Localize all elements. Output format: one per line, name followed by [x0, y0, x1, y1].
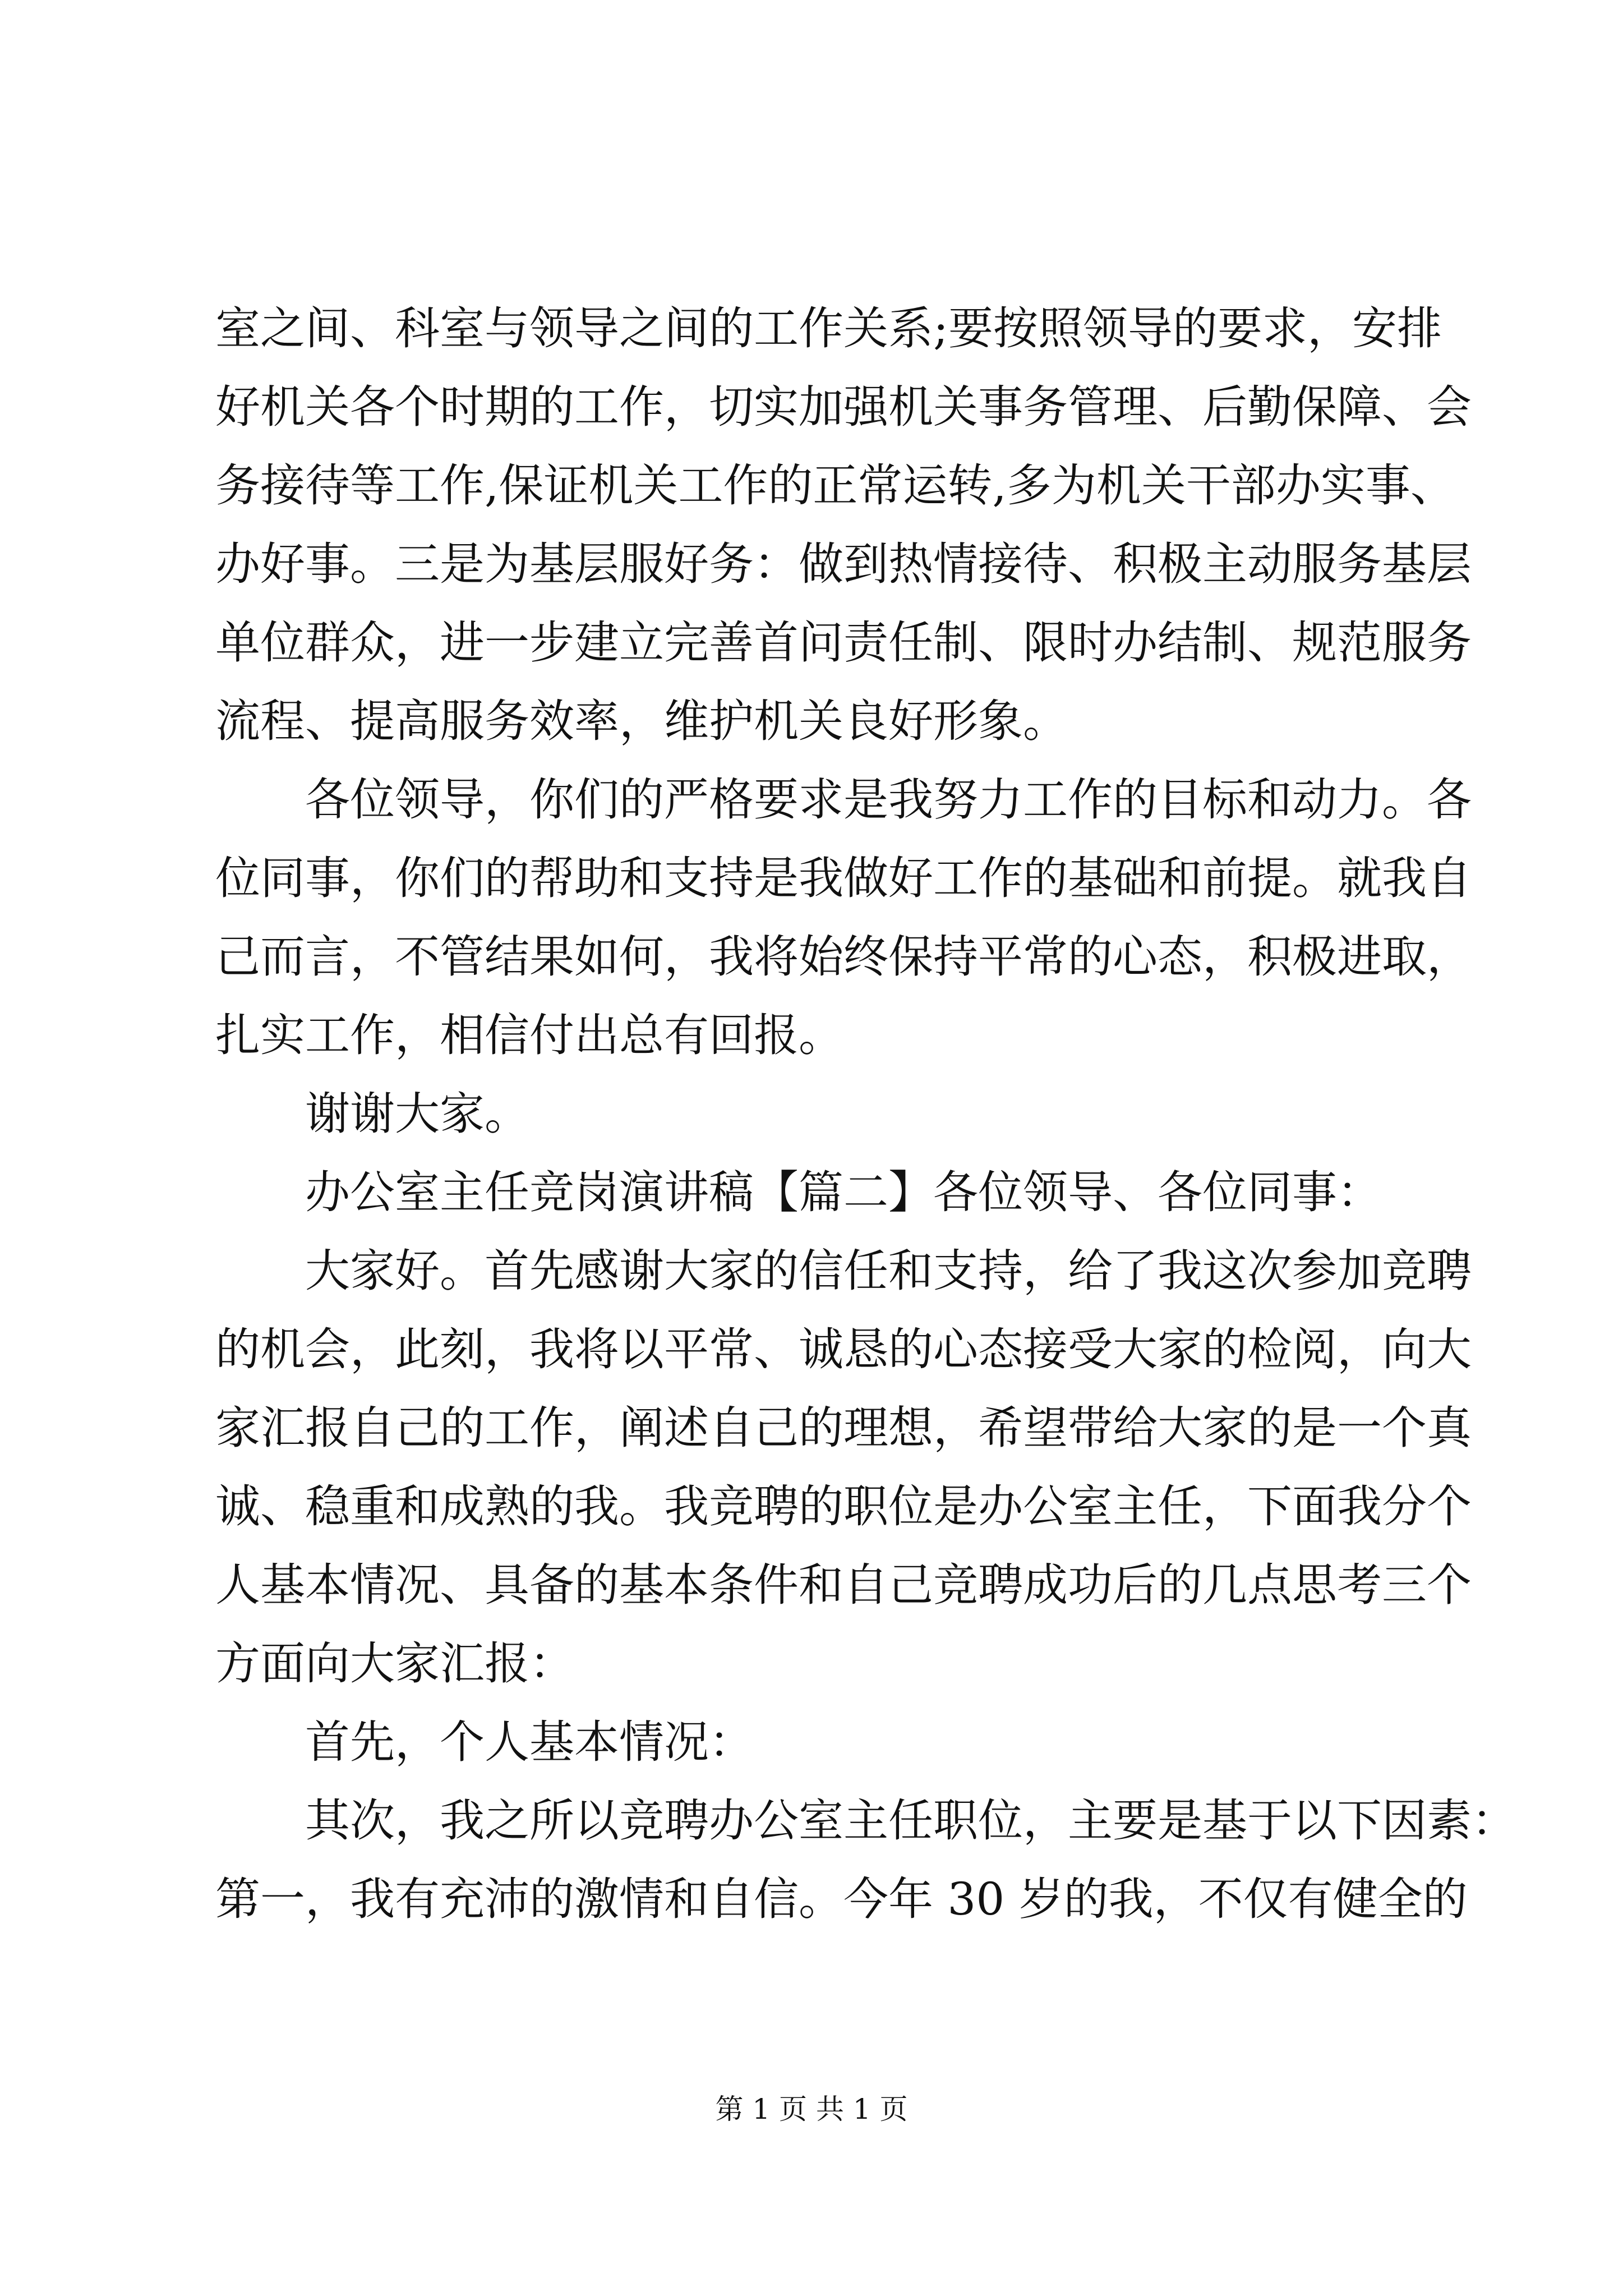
text-line-17: 人基本情况、具备的基本条件和自己竞聘成功后的几点思考三个	[215, 1559, 1472, 1611]
text-line-19: 首先，个人基本情况：	[305, 1716, 754, 1768]
text-line-14: 的机会，此刻，我将以平常、诚恳的心态接受大家的检阅，向大	[215, 1323, 1472, 1375]
text-line-8: 位同事，你们的帮助和支持是我做好工作的基础和前提。就我自	[215, 852, 1472, 904]
text-line-16: 诚、稳重和成熟的我。我竞聘的职位是办公室主任，下面我分个	[215, 1480, 1472, 1533]
page-footer: 第 1 页 共 1 页	[715, 2093, 908, 2125]
text-line-9: 己而言，不管结果如何，我将始终保持平常的心态，积极进取，	[215, 931, 1472, 983]
text-line-21: 第一，我有充沛的激情和自信。今年 30 岁的我，不仅有健全的	[215, 1873, 1468, 1925]
text-line-5: 单位群众，进一步建立完善首问责任制、限时办结制、规范服务	[215, 616, 1472, 669]
text-line-6: 流程、提高服务效率，维护机关良好形象。	[215, 695, 1068, 747]
text-line-2: 好机关各个时期的工作，切实加强机关事务管理、后勤保障、会	[215, 381, 1472, 433]
text-line-3: 务接待等工作,保证机关工作的正常运转,多为机关干部办实事、	[215, 459, 1455, 512]
text-line-10: 扎实工作，相信付出总有回报。	[215, 1009, 843, 1061]
text-line-7: 各位领导，你们的严格要求是我努力工作的目标和动力。各	[305, 774, 1472, 826]
text-line-13: 大家好。首先感谢大家的信任和支持，给了我这次参加竞聘	[305, 1245, 1472, 1297]
text-line-12: 办公室主任竞岗演讲稿【篇二】各位领导、各位同事：	[305, 1166, 1382, 1218]
text-line-15: 家汇报自己的工作，阐述自己的理想，希望带给大家的是一个真	[215, 1402, 1472, 1454]
text-line-4: 办好事。三是为基层服好务：做到热情接待、积极主动服务基层	[215, 538, 1472, 590]
text-line-1: 室之间、科室与领导之间的工作关系;要按照领导的要求，安排	[215, 302, 1442, 355]
text-line-20: 其次，我之所以竞聘办公室主任职位，主要是基于以下因素：	[305, 1795, 1516, 1847]
text-line-18: 方面向大家汇报：	[215, 1637, 574, 1690]
text-line-11: 谢谢大家。	[305, 1088, 529, 1140]
